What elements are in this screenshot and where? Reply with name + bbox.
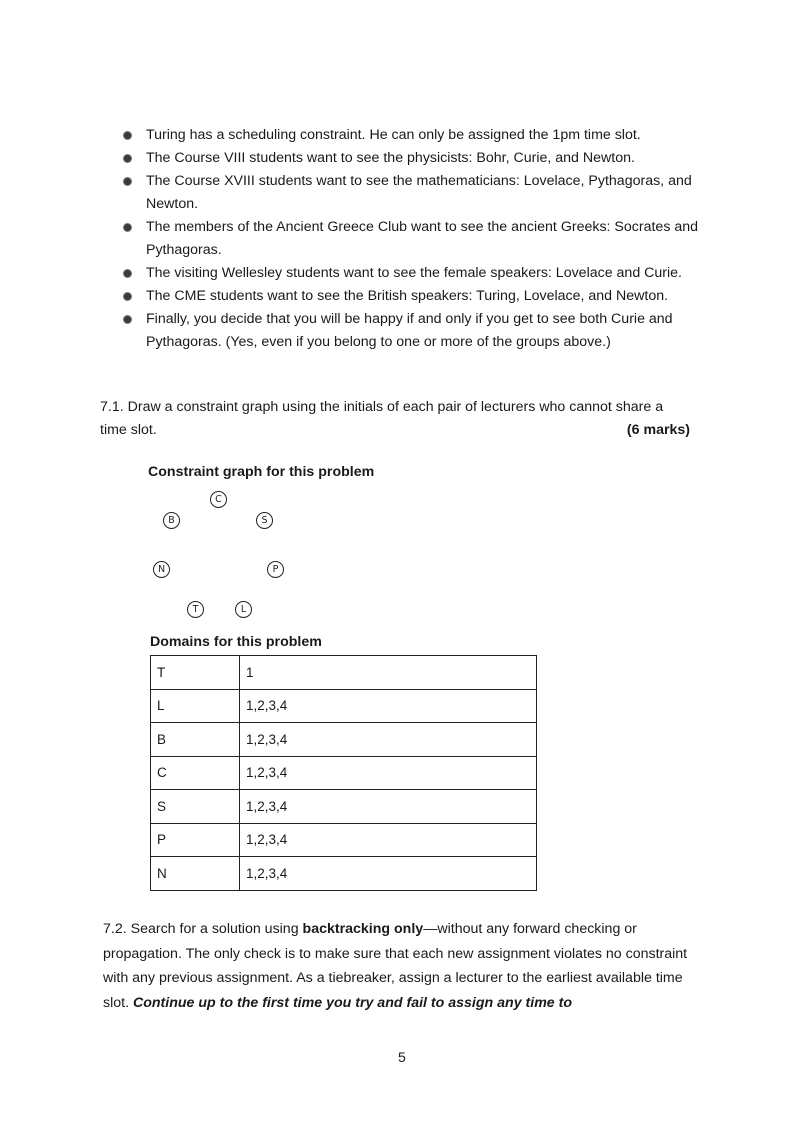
- question-7-2-text: 7.2. Search for a solution using: [103, 921, 303, 937]
- node-l: L: [235, 601, 252, 618]
- table-row: [151, 689, 537, 723]
- table-row: [151, 823, 537, 857]
- constraint-list: [120, 124, 700, 354]
- node-n: N: [153, 561, 170, 578]
- domains-title: Domains for this problem: [150, 634, 322, 650]
- list-item: Turing has a scheduling constraint. He can only be assigned the 1pm time slot.: [120, 124, 700, 147]
- table-row: [151, 756, 537, 790]
- domain-values: 1: [240, 656, 537, 690]
- question-7-1: [100, 396, 690, 442]
- domains-table: [150, 655, 537, 891]
- list-item: The members of the Ancient Greece Club want to see the ancient Greeks: Socrates and Pythagoras.: [120, 216, 700, 262]
- domain-variable: C: [151, 756, 240, 790]
- node-s: S: [256, 512, 273, 529]
- domain-variable: N: [151, 857, 240, 891]
- list-item: Finally, you decide that you will be happy if and only if you get to see both Curie and Pythagoras. (Yes, even if you belong to one or more of the groups above.): [120, 308, 700, 354]
- domain-values: 1,2,3,4: [240, 823, 537, 857]
- table-row: [151, 656, 537, 690]
- node-c: C: [210, 491, 227, 508]
- table-row: [151, 857, 537, 891]
- list-item: The Course VIII students want to see the physicists: Bohr, Curie, and Newton.: [120, 147, 700, 170]
- domain-variable: L: [151, 689, 240, 723]
- node-p: P: [267, 561, 284, 578]
- list-item: The Course XVIII students want to see the mathematicians: Lovelace, Pythagoras, and Newton.: [120, 170, 700, 216]
- backtracking-emphasis: backtracking only: [302, 921, 424, 937]
- node-b: B: [163, 512, 180, 529]
- graph-title: Constraint graph for this problem: [148, 464, 375, 480]
- domain-values: 1,2,3,4: [240, 756, 537, 790]
- node-t: T: [187, 601, 204, 618]
- domain-values: 1,2,3,4: [240, 723, 537, 757]
- domain-variable: B: [151, 723, 240, 757]
- page-number: 5: [398, 1049, 406, 1065]
- marks-label: (6 marks): [626, 422, 690, 438]
- domain-variable: T: [151, 656, 240, 690]
- list-item: The visiting Wellesley students want to see the female speakers: Lovelace and Curie.: [120, 262, 700, 285]
- question-7-2-text-cont: —without any forward checking or propagation. The only check is to make sure that each new assignment violates no constraint with any previous assignment. As a tiebreaker, assign a lecturer to the earliest available time slot.: [103, 921, 688, 1011]
- list-item: The CME students want to see the British speakers: Turing, Lovelace, and Newton.: [120, 285, 700, 308]
- domain-values: 1,2,3,4: [240, 857, 537, 891]
- table-row: [151, 723, 537, 757]
- question-7-1-text: 7.1. Draw a constraint graph using the initials of each pair of lecturers who cannot share a time slot.: [100, 399, 664, 438]
- domain-variable: P: [151, 823, 240, 857]
- question-7-2: [103, 917, 693, 1015]
- domain-values: 1,2,3,4: [240, 790, 537, 824]
- instruction-emphasis: Continue up to the first time you try and fail to assign any time to: [132, 994, 573, 1011]
- domain-values: 1,2,3,4: [240, 689, 537, 723]
- table-row: [151, 790, 537, 824]
- domain-variable: S: [151, 790, 240, 824]
